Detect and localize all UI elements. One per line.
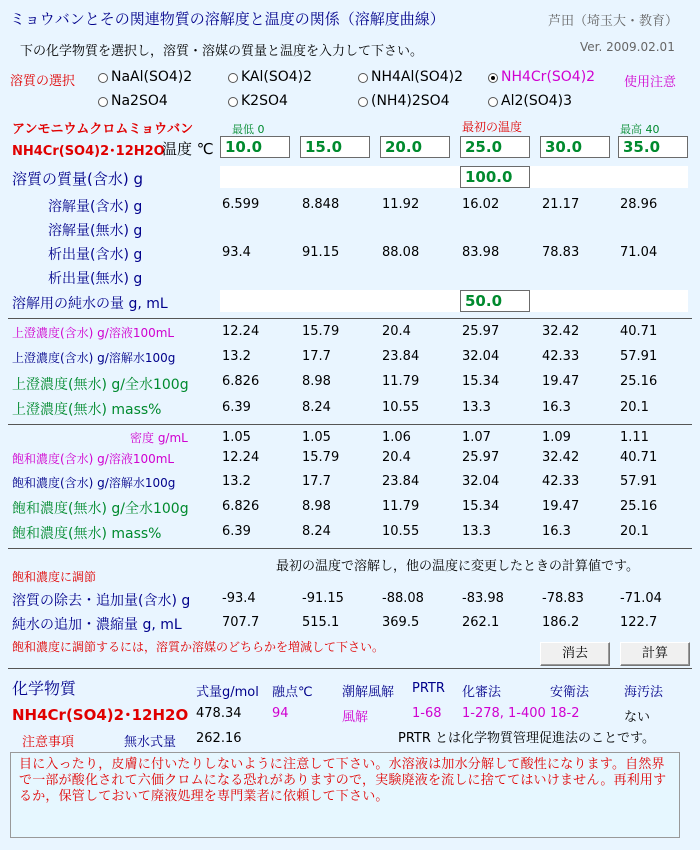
radio-al2so43[interactable]: [488, 97, 498, 107]
temp-input-2[interactable]: 15.0: [300, 136, 370, 158]
solute-mass-input[interactable]: 100.0: [460, 166, 530, 188]
cell: 25.16: [620, 374, 658, 389]
cell: 6.39: [222, 400, 251, 415]
solute-mass-label: 溶質の質量(含水) g: [12, 170, 143, 188]
temp-input-4[interactable]: 25.0: [460, 136, 530, 158]
usage-note-link[interactable]: 使用注意: [624, 75, 677, 90]
cell: 1.05: [222, 430, 251, 445]
chem-formula: NH4Cr(SO4)2･12H2O: [12, 706, 189, 724]
instruction-text: 下の化学物質を選択し，溶質・溶媒の質量と温度を入力して下さい。: [20, 44, 424, 59]
adjust-row-label: 純水の追加・濃縮量 g, mL: [12, 617, 182, 633]
radio-label-na2so4[interactable]: Na2SO4: [111, 93, 168, 109]
cell: 78.83: [542, 245, 580, 260]
cell: 1.11: [620, 430, 649, 445]
row-dissolved-anh-label: 溶解量(無水) g: [48, 223, 143, 239]
cell: -93.4: [222, 591, 256, 606]
cell: 32.42: [542, 450, 580, 465]
cell: 11.92: [382, 197, 420, 212]
radio-nh4cr[interactable]: [488, 73, 498, 83]
cell: 93.4: [222, 245, 251, 260]
cell: 186.2: [542, 615, 580, 630]
cell: 23.84: [382, 349, 420, 364]
solute-select-label: 溶質の選択: [10, 74, 76, 89]
cell: 262.1: [462, 615, 500, 630]
divider-2: [8, 424, 692, 425]
row-precip-anh-label: 析出量(無水) g: [48, 271, 143, 287]
melting-value: 94: [272, 706, 289, 721]
cell: 10.55: [382, 400, 420, 415]
formula-weight-value: 478.34: [196, 706, 242, 721]
cell: -83.98: [462, 591, 504, 606]
radio-label-k2so4[interactable]: K2SO4: [241, 93, 288, 109]
cell: 42.33: [542, 474, 580, 489]
cell: 15.34: [462, 499, 500, 514]
min-temp-label: 最低 0: [232, 123, 265, 136]
cell: 40.71: [620, 450, 658, 465]
rowb-label: 上澄濃度(無水) g/全水100g: [12, 377, 189, 393]
cell: 1.07: [462, 430, 491, 445]
cell: 21.17: [542, 197, 580, 212]
row-precip-hyd-label: 析出量(含水) g: [48, 247, 143, 263]
cell: 6.826: [222, 374, 260, 389]
rowc-label: 飽和濃度(含水) g/溶解水100g: [12, 476, 176, 490]
radio-kal[interactable]: [228, 73, 238, 83]
adjust-note: 最初の温度で溶解し，他の温度に変更したときの計算値です。: [276, 559, 639, 574]
cell: 13.2: [222, 474, 251, 489]
water-input[interactable]: 50.0: [460, 290, 530, 312]
adjust-hint: 飽和濃度に調節するには，溶質か溶媒のどちらかを増減して下さい。: [12, 640, 385, 654]
cell: 40.71: [620, 324, 658, 339]
notes-label: 注意事項: [22, 735, 75, 750]
cell: 20.1: [620, 524, 649, 539]
cell: 32.42: [542, 324, 580, 339]
cell: -78.83: [542, 591, 584, 606]
cell: 16.3: [542, 524, 571, 539]
cell: 13.2: [222, 349, 251, 364]
col-anei: 安衛法: [550, 685, 590, 700]
cell: -91.15: [302, 591, 344, 606]
cell: 15.34: [462, 374, 500, 389]
cell: 20.4: [382, 324, 411, 339]
cell: 13.3: [462, 524, 491, 539]
cell: 19.47: [542, 499, 580, 514]
cell: 16.02: [462, 197, 500, 212]
radio-k2so4[interactable]: [228, 97, 238, 107]
cell: 1.05: [302, 430, 331, 445]
kashinho-value: 1-278, 1-400: [462, 706, 546, 721]
col-prtr: PRTR: [412, 681, 445, 696]
substance-formula: NH4Cr(SO4)2･12H2O: [12, 144, 165, 159]
rowb-label: 上澄濃度(含水) g/溶液100mL: [12, 326, 175, 340]
anhydrous-label: 無水式量: [124, 735, 177, 750]
cell: 25.97: [462, 324, 500, 339]
cell: 57.91: [620, 349, 658, 364]
cell: 8.24: [302, 524, 331, 539]
cell: 57.91: [620, 474, 658, 489]
cell: 1.06: [382, 430, 411, 445]
cell: 15.79: [302, 324, 340, 339]
cell: 88.08: [382, 245, 420, 260]
adjust-title: 飽和濃度に調節: [12, 570, 97, 584]
version-label: Ver. 2009.02.01: [580, 40, 675, 54]
cell: 707.7: [222, 615, 260, 630]
radio-label-nh42so4[interactable]: (NH4)2SO4: [371, 93, 450, 109]
cell: 12.24: [222, 450, 260, 465]
rowc-label: 飽和濃度(無水) mass%: [12, 526, 162, 542]
cell: 8.98: [302, 499, 331, 514]
radio-label-nh4cr[interactable]: NH4Cr(SO4)2: [501, 69, 596, 85]
cell: -88.08: [382, 591, 424, 606]
prtr-note: PRTR とは化学物質管理促進法のことです。: [398, 731, 655, 746]
water-row-bg: [220, 290, 688, 312]
radio-label-al2so43[interactable]: Al2(SO4)3: [501, 93, 573, 109]
cell: 15.79: [302, 450, 340, 465]
chem-heading: 化学物質: [12, 679, 77, 698]
col-kaiosen: 海汚法: [624, 685, 664, 700]
page-title: ミョウバンとその関連物質の溶解度と温度の関係（溶解度曲線）: [10, 10, 445, 28]
water-label: 溶解用の純水の量 g, mL: [12, 296, 168, 312]
temp-input-3[interactable]: 20.0: [380, 136, 450, 158]
radio-label-nh4al[interactable]: NH4Al(SO4)2: [371, 69, 464, 85]
cell: 8.98: [302, 374, 331, 389]
temp-input-6[interactable]: 35.0: [618, 136, 688, 158]
substance-name-jp: アンモニウムクロムミョウバン: [12, 122, 194, 137]
cell: 122.7: [620, 615, 658, 630]
cell: 8.848: [302, 197, 340, 212]
rowc-label: 飽和濃度(含水) g/溶液100mL: [12, 452, 175, 466]
col-formula-weight: 式量g/mol: [196, 685, 259, 700]
cell: 6.599: [222, 197, 260, 212]
cell: -71.04: [620, 591, 662, 606]
cell: 13.3: [462, 400, 491, 415]
radio-label-naal[interactable]: NaAl(SO4)2: [111, 69, 193, 85]
cell: 19.47: [542, 374, 580, 389]
cell: 28.96: [620, 197, 658, 212]
cell: 91.15: [302, 245, 340, 260]
cell: 71.04: [620, 245, 658, 260]
author-label: 芦田（埼玉大・教育）: [548, 14, 679, 29]
radio-label-kal[interactable]: KAl(SO4)2: [241, 69, 313, 85]
cell: 32.04: [462, 349, 500, 364]
safety-notice-textarea[interactable]: 目に入ったり，皮膚に付いたりしないように注意して下さい。水溶液は加水分解して酸性になります。自然界で一部が酸化されて六価クロムになる恐れがありますので，実験廃液を流しに捨ててはいけません。再利用するか，保管しておいて廃液処理を専門業者に依頼して下さい。: [10, 752, 680, 838]
cell: 23.84: [382, 474, 420, 489]
cell: 42.33: [542, 349, 580, 364]
cell: 17.7: [302, 349, 331, 364]
row-dissolved-hyd-label: 溶解量(含水) g: [48, 199, 143, 215]
anei-value: 18-2: [550, 706, 580, 721]
max-temp-label: 最高 40: [620, 123, 660, 136]
kaiosen-value: ない: [624, 710, 651, 725]
cell: 20.1: [620, 400, 649, 415]
cell: 6.39: [222, 524, 251, 539]
cell: 32.04: [462, 474, 500, 489]
cell: 25.16: [620, 499, 658, 514]
calc-button[interactable]: 計算: [620, 642, 690, 666]
col-deliquesce: 潮解風解: [342, 685, 395, 700]
clear-button[interactable]: 消去: [540, 642, 610, 666]
prtr-value: 1-68: [412, 706, 442, 721]
cell: 83.98: [462, 245, 500, 260]
cell: 369.5: [382, 615, 420, 630]
rowc-label: 飽和濃度(無水) g/全水100g: [12, 501, 189, 517]
radio-nh4al[interactable]: [358, 73, 368, 83]
adjust-row-label: 溶質の除去・追加量(含水) g: [12, 593, 191, 609]
cell: 20.4: [382, 450, 411, 465]
radio-naal[interactable]: [98, 73, 108, 83]
col-kashinho: 化審法: [462, 685, 502, 700]
temperature-label: 温度 ℃: [162, 140, 214, 158]
cell: 16.3: [542, 400, 571, 415]
deliquesce-value: 風解: [342, 710, 369, 725]
cell: 11.79: [382, 374, 420, 389]
cell: 1.09: [542, 430, 571, 445]
col-melting: 融点℃: [272, 685, 313, 700]
cell: 515.1: [302, 615, 340, 630]
radio-na2so4[interactable]: [98, 97, 108, 107]
anhydrous-value: 262.16: [196, 731, 242, 746]
radio-nh42so4[interactable]: [358, 97, 368, 107]
temp-input-5[interactable]: 30.0: [540, 136, 610, 158]
density-label: 密度 g/mL: [130, 431, 188, 445]
cell: 8.24: [302, 400, 331, 415]
initial-temp-label: 最初の温度: [462, 120, 523, 134]
cell: 17.7: [302, 474, 331, 489]
divider-4: [8, 668, 692, 669]
cell: 12.24: [222, 324, 260, 339]
cell: 6.826: [222, 499, 260, 514]
cell: 10.55: [382, 524, 420, 539]
solute-mass-row-bg: [220, 166, 688, 188]
rowb-label: 上澄濃度(無水) mass%: [12, 402, 162, 418]
divider-1: [8, 318, 692, 319]
divider-3: [8, 548, 692, 549]
cell: 11.79: [382, 499, 420, 514]
temp-input-1[interactable]: 10.0: [220, 136, 290, 158]
cell: 25.97: [462, 450, 500, 465]
rowb-label: 上澄濃度(含水) g/溶解水100g: [12, 351, 176, 365]
